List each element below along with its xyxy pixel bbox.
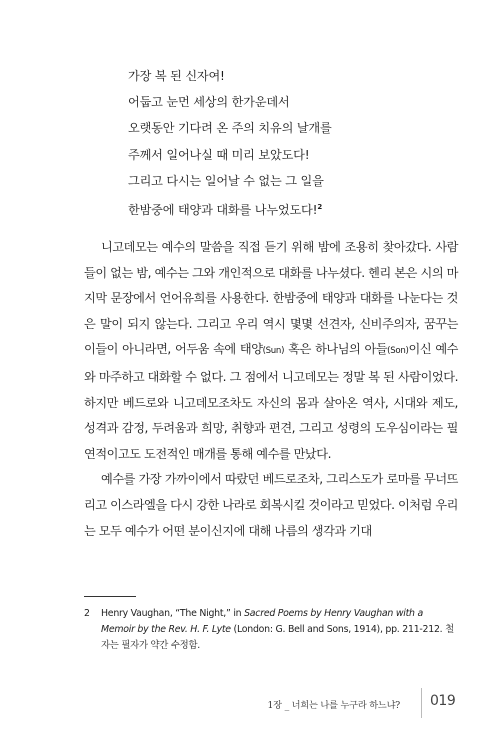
footnote-divider xyxy=(84,596,136,597)
paragraph: 예수를 가장 가까이에서 따랐던 베드로조차, 그리스도가 로마를 무너뜨리고 이스라엘을 다시 강한 나라로 회복시킬 것이라고 믿었다. 이처럼 우리는 모두 예수가 어떤 분이신지에 대해 나름의 생각과 기대 xyxy=(84,472,458,538)
running-head: 1장 _ 너희는 나를 누구라 하느냐? xyxy=(267,700,400,711)
paragraph-text: 니고데모는 예수의 말씀을 직접 듣기 위해 밤에 조용히 찾아갔다. 사람들이 없는 밤, 예수는 그와 개인적으로 대화를 나누셨다. 헨리 본은 시의 마지막 문장에서 언어유희를 사용한다. 한밤중에 태양과 대화를 나눈다는 것은 말이 되지 않는다. 그리고 우리 역시 몇몇 선견자, 신비주의자, 꿈꾸는 이들이 아니라면, 어두움 속에 태양 xyxy=(84,240,458,357)
paragraph-text: 혹은 하나님의 아들 xyxy=(284,342,388,357)
poem-line: 어둡고 눈먼 세상의 한가운데서 xyxy=(128,95,290,110)
poem-line-text: 한밤중에 태양과 대화를 나누었도다! xyxy=(128,203,318,218)
poem-line: 그리고 다시는 일어날 수 없는 그 일을 xyxy=(128,173,324,188)
footnote-author: Henry Vaughan, “The Night,” in xyxy=(101,608,245,619)
footnote-details: (London: G. Bell and Sons, 1914), pp. 211-212. 철자는 필자가 약간 수정함. xyxy=(101,624,454,652)
annotation-sun: (Sun) xyxy=(262,346,285,357)
paragraph xyxy=(84,235,458,467)
poem-block xyxy=(128,63,332,223)
page-number: 019 xyxy=(430,693,456,709)
paragraph-text: 이신 예수와 마주하고 대화할 수 없다. 그 점에서 니고데모는 정말 복 된 사람이었다. 하지만 베드로와 니고데모조차도 자신의 몸과 살아온 역사, 시대와 제도, 성격과 감정, 두려움과 희망, 취향과 편견, 그리고 성령의 도우심이라는 필연적이고도 도전적인 매개를 통해 예수를 만났다. xyxy=(84,342,458,461)
page-number-divider xyxy=(421,688,422,718)
annotation-son: (Son) xyxy=(387,346,409,357)
poem-line-last xyxy=(128,194,332,223)
footnote-text xyxy=(101,606,458,655)
poem-line: 주께서 일어나실 때 미리 보았도다! xyxy=(128,147,310,162)
footnote-number: 2 xyxy=(84,608,90,619)
footnote xyxy=(84,606,458,655)
poem-line: 가장 복 된 신자여! xyxy=(128,69,225,83)
footnote-book-title: Sacred Poems by Henry Vaughan with a Memoir by the Rev. H. F. Lyte xyxy=(101,608,423,636)
body-text xyxy=(84,235,458,544)
footnote-marker[interactable]: 2 xyxy=(317,203,322,212)
poem-line: 오랫동안 기다려 온 주의 치유의 날개를 xyxy=(128,121,332,136)
